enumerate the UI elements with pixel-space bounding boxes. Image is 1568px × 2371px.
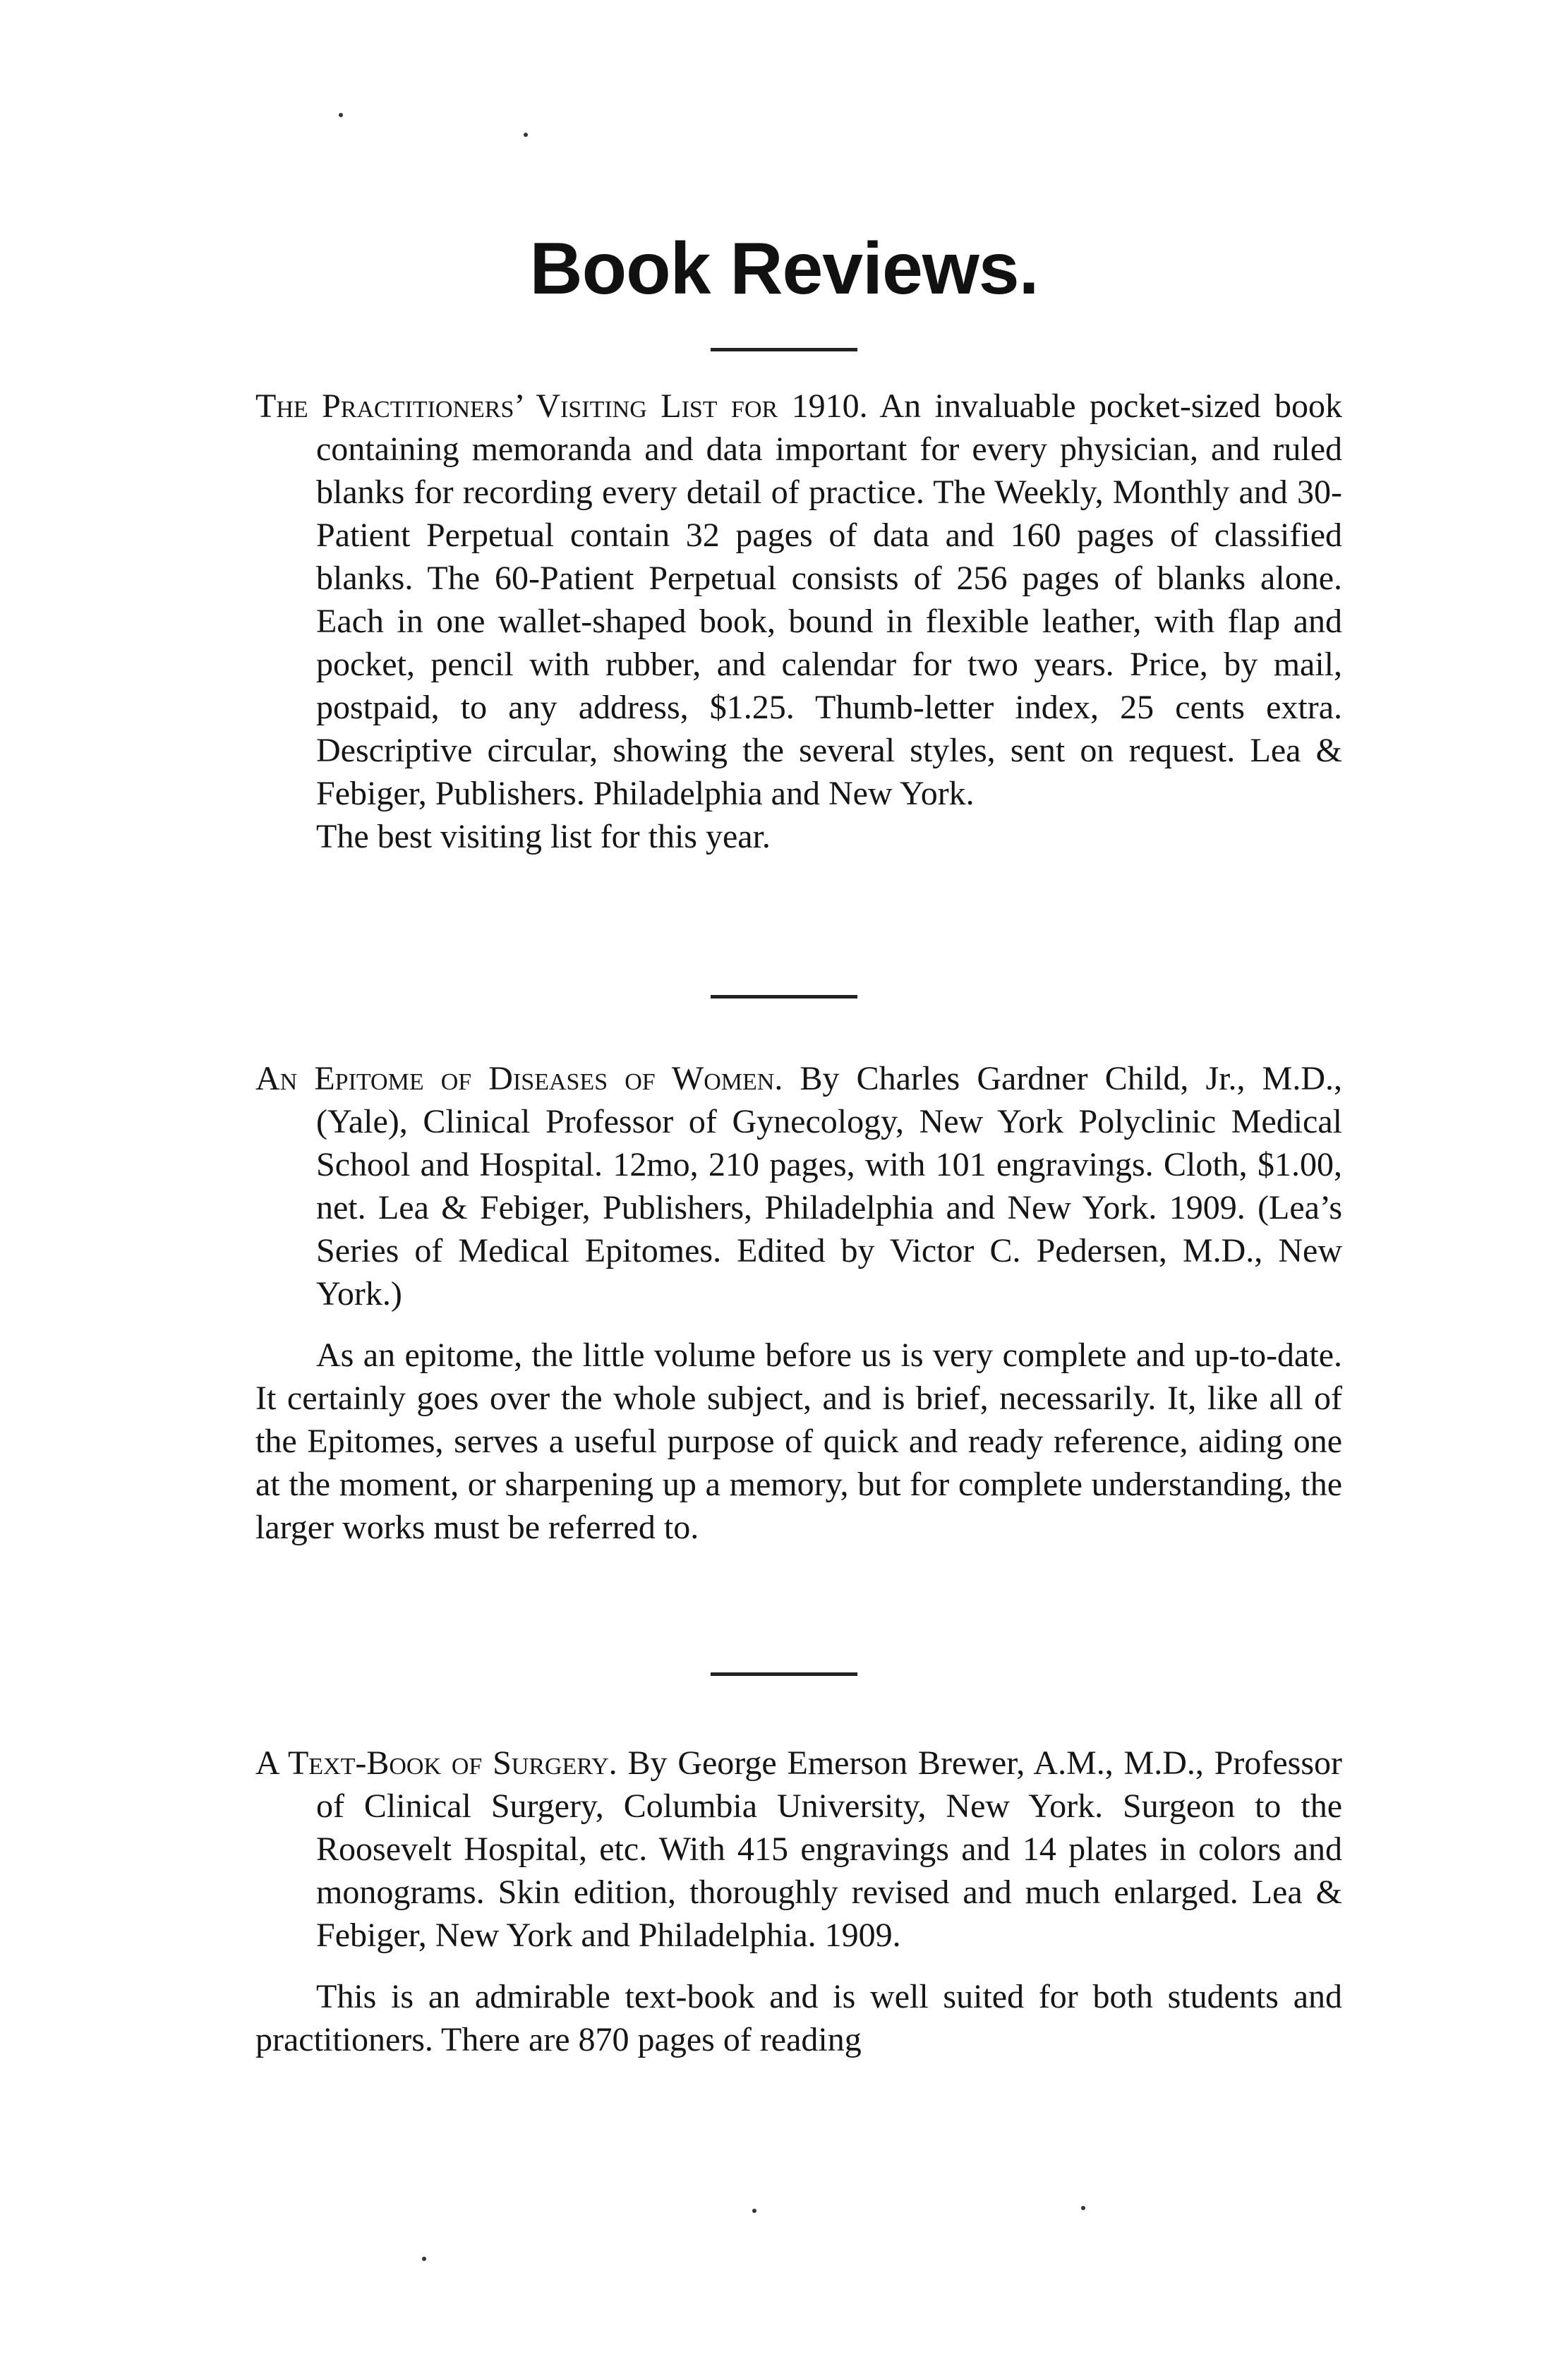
ink-speck xyxy=(752,2209,756,2213)
title-rule xyxy=(711,348,857,351)
ink-speck xyxy=(1081,2206,1085,2210)
review-comment: This is an admirable text-book and is well suited for both students and practitioners. There are 870 pages of reading xyxy=(255,1978,1342,2058)
review-comment: As an epitome, the little volume before us is very complete and up-to-date. It certainly goes over the whole subject, and is brief, necessarily. It, like all of the Epitomes, serves a useful purpose of quick and ready reference, aiding one at the moment, or sharpening up a memory, but for complete understanding, the larger works must be referred to. xyxy=(255,1337,1342,1546)
ink-speck xyxy=(422,2257,426,2261)
review-heading: The Practitioners’ Visiting List for 1910. xyxy=(255,387,868,425)
ink-speck xyxy=(339,113,343,117)
review-details: By Charles Gardner Child, Jr., M.D., (Yale), Clinical Professor of Gynecology, New York Polyclinic Medical School and Hospital. 12mo, 210 pages, with 101 engravings. Cloth, $1.00, net. Lea & Febiger, Publishers, Philadelphia and New York. 1909. (Lea’s Series of Medical Epitomes. Edited by Victor C. Pedersen, M.D., New York.) xyxy=(316,1060,1342,1313)
review-entry xyxy=(255,1742,1342,1957)
review-details: By George Emerson Brewer, A.M., M.D., Professor of Clinical Surgery, Columbia University, New York. Surgeon to the Roosevelt Hospital, etc. With 415 engravings and 14 plates in colors and monograms. Skin edition, thoroughly revised and much enlarged. Lea & Febiger, New York and Philadelphia. 1909. xyxy=(316,1744,1343,1954)
ink-speck xyxy=(524,133,528,137)
review-comment: The best visiting list for this year. xyxy=(316,818,771,855)
section-rule xyxy=(711,995,857,999)
review-text-book-of-surgery xyxy=(255,1742,1342,2061)
page-title: Book Reviews. xyxy=(529,228,1039,310)
review-practitioners-visiting-list xyxy=(255,385,1342,858)
review-entry xyxy=(255,1057,1342,1315)
review-heading: An Epitome of Diseases of Women. xyxy=(255,1060,783,1097)
review-epitome-diseases-of-women xyxy=(255,1057,1342,1549)
section-rule xyxy=(711,1672,857,1676)
review-entry xyxy=(255,385,1342,815)
review-details: An invaluable pocket-sized book containing memoranda and data important for every physician, and ruled blanks for recording every detail of practice. The Weekly, Monthly and 30-Patient Perpetual contain 32 pages of data and 160 pages of classified blanks. The 60-Patient Perpetual consists of 256 pages of blanks alone. Each in one wallet-shaped book, bound in flexible leather, with flap and pocket, pencil with rubber, and calendar for two years. Price, by mail, postpaid, to any address, $1.25. Thumb-letter index, 25 cents extra. Descriptive circular, showing the several styles, sent on request. Lea & Febiger, Publishers. Philadelphia and New York. xyxy=(316,387,1343,812)
review-heading: A Text-Book of Surgery. xyxy=(255,1744,617,1782)
